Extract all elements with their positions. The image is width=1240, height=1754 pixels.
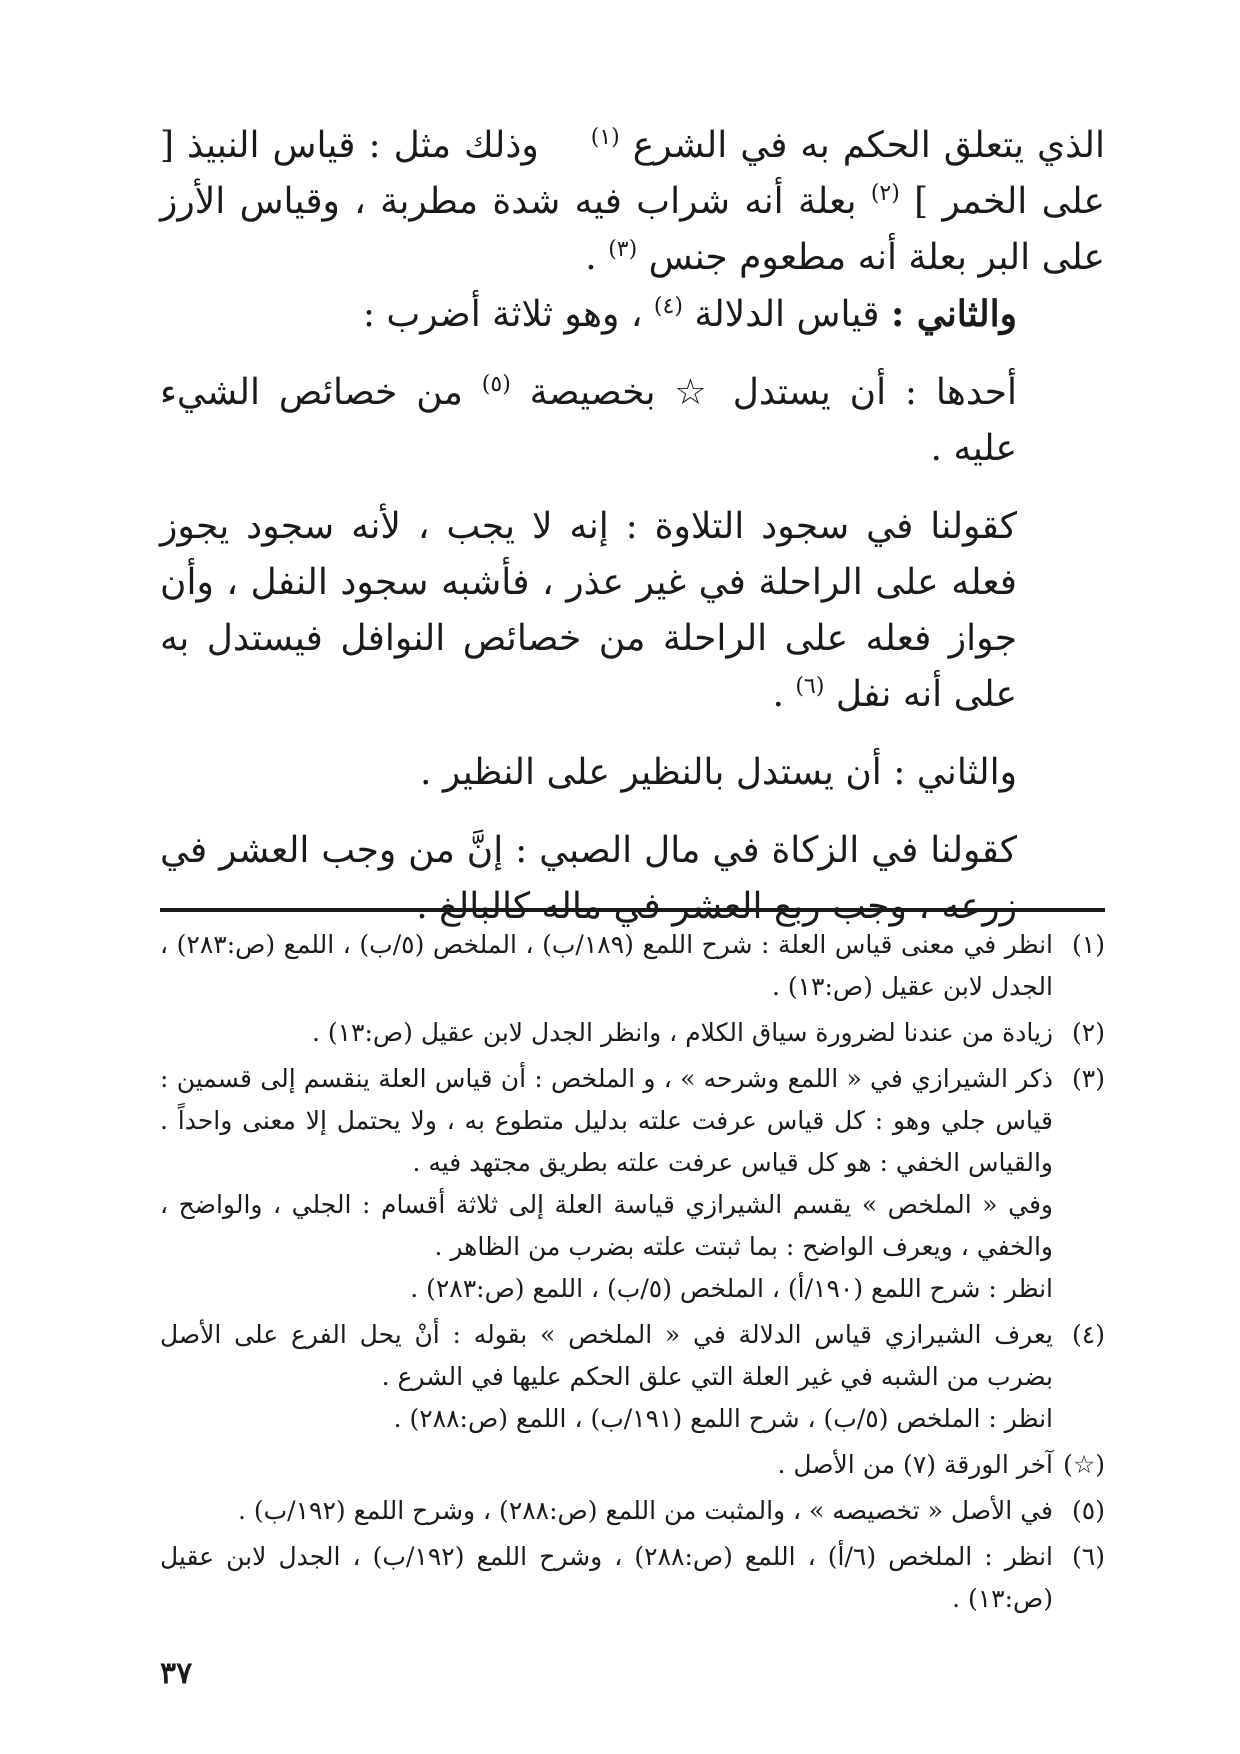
footnote-text: انظر : شرح اللمع (١٩٠/أ) ، الملخص (٥/ب) ، اللمع (ص:٢٨٣) . bbox=[410, 1274, 1053, 1303]
footnote-body bbox=[160, 924, 1053, 1008]
footnote-5 bbox=[160, 1490, 1105, 1532]
paragraph-first-kind bbox=[160, 365, 1105, 477]
footnote-text: انظر : الملخص (٥/ب) ، شرح اللمع (١٩١/ب) ، اللمع (ص:٢٨٨) . bbox=[393, 1404, 1053, 1433]
main-text bbox=[160, 118, 1105, 935]
footnote-text: في الأصل « تخصيصه » ، والمثبت من اللمع (ص:٢٨٨) ، وشرح اللمع (١٩٢/ب) . bbox=[237, 1496, 1053, 1525]
text-run: وذلك مثل : قياس النبيذ [ على الخمر ] bbox=[160, 125, 1105, 222]
footnote-number: (٤) bbox=[1072, 1320, 1105, 1349]
footnote-text: زيادة من عندنا لضرورة سياق الكلام ، وانظر الجدل لابن عقيل (ص:١٣) . bbox=[311, 1018, 1053, 1047]
footnote-text: آخر الورقة (٧) من الأصل . bbox=[777, 1450, 1053, 1479]
text-run: كقولنا في الزكاة في مال الصبي : إنَّ من وجب العشر في زرعه ، وجب ربع العشر في ماله كالبالغ . bbox=[160, 830, 1017, 927]
footnote-3 bbox=[160, 1058, 1105, 1310]
footnote-2 bbox=[160, 1012, 1105, 1054]
footnote-body bbox=[160, 1314, 1053, 1440]
footnote-body bbox=[160, 1058, 1053, 1310]
footnote-body bbox=[160, 1536, 1053, 1620]
footnote-number: (١) bbox=[1072, 930, 1105, 959]
text-run: الذي يتعلق الحكم به في الشرع bbox=[632, 125, 1106, 166]
footnote-ref: (١) bbox=[590, 125, 620, 150]
text-run: قياس الدلالة bbox=[694, 294, 880, 335]
footnote-1 bbox=[160, 924, 1105, 1008]
text-run: بعلة أنه شراب فيه شدة مطربة ، وقياس الأرز على البر بعلة أنه مطعوم جنس bbox=[160, 181, 1105, 278]
footnote-ref: (٤) bbox=[653, 294, 683, 319]
footnote-separator bbox=[160, 908, 1105, 912]
text-run: من خصائص الشيء عليه . bbox=[160, 372, 1017, 469]
footnote-number: (٦) bbox=[1072, 1542, 1105, 1571]
footnote-text: انظر في معنى قياس العلة : شرح اللمع (١٨٩/ب) ، الملخص (٥/ب) ، اللمع (ص:٢٨٣) ، الجدل لابن عقيل (ص:١٣) . bbox=[160, 930, 1053, 1001]
footnote-ref: (٣) bbox=[608, 237, 638, 262]
footnote-text: يعرف الشيرازي قياس الدلالة في « الملخص » بقوله : أنْ يحل الفرع على الأصل بضرب من الشبه في غير العلة التي علق الحكم عليها في الشرع . bbox=[160, 1320, 1053, 1391]
paragraph-analogy-of-cause bbox=[160, 118, 1105, 286]
footnote-body bbox=[160, 1012, 1053, 1054]
text-run: والثاني : أن يستدل بالنظير على النظير . bbox=[420, 752, 1017, 793]
paragraph-example-recitation-prostration bbox=[160, 499, 1105, 723]
paragraph-second-type-heading bbox=[160, 286, 1105, 343]
page-number: ٣٧ bbox=[160, 1656, 193, 1691]
footnote-text: ذكر الشيرازي في « اللمع وشرحه » ، و الملخص : أن قياس العلة ينقسم إلى قسمين : قياس جلي وهو : كل قياس عرفت علته بدليل متطوع به ، ولا يحتمل إلا معنى واحداً . والقياس الخفي : هو كل قياس عرفت علته بطريق مجتهد فيه . bbox=[160, 1064, 1053, 1177]
text-run: . bbox=[585, 237, 597, 278]
footnotes bbox=[160, 924, 1105, 1624]
footnote-ref: (٥) bbox=[481, 372, 511, 397]
paragraph-example-zakat bbox=[160, 823, 1105, 935]
text-run: أحدها : أن يستدل ☆ بخصيصة bbox=[529, 372, 1017, 413]
footnote-text: وفي « الملخص » يقسم الشيرازي قياسة العلة إلى ثلاثة أقسام : الجلي ، والواضح ، والخفي ، ويعرف الواضح : بما ثبتت علته بضرب من الظاهر . bbox=[160, 1190, 1053, 1261]
footnote-number: (٣) bbox=[1072, 1064, 1105, 1093]
text-run: كقولنا في سجود التلاوة : إنه لا يجب ، لأنه سجود يجوز فعله على الراحلة في غير عذر ، فأشبه سجود النفل ، وأن جواز فعله على الراحلة من خصائص النوافل فيستدل به على أنه نفل bbox=[160, 506, 1017, 715]
paragraph-second-kind bbox=[160, 745, 1105, 801]
footnote-text: انظر : الملخص (٦/أ) ، اللمع (ص:٢٨٨) ، وشرح اللمع (١٩٢/ب) ، الجدل لابن عقيل (ص:١٣) . bbox=[160, 1542, 1053, 1613]
footnote-number: (٢) bbox=[1072, 1018, 1105, 1047]
footnote-6 bbox=[160, 1536, 1105, 1620]
footnote-ref: (٢) bbox=[870, 181, 900, 206]
footnote-number: (☆) bbox=[1063, 1450, 1105, 1479]
footnote-number: (٥) bbox=[1072, 1496, 1105, 1525]
text-run: ، وهو ثلاثة أضرب : bbox=[362, 294, 643, 335]
footnote-ref: (٦) bbox=[795, 674, 825, 699]
section-heading: والثاني : bbox=[890, 293, 1017, 335]
footnote-star bbox=[160, 1444, 1105, 1486]
footnote-body bbox=[160, 1444, 1053, 1486]
footnote-4 bbox=[160, 1314, 1105, 1440]
text-run: . bbox=[772, 674, 784, 715]
footnote-body bbox=[160, 1490, 1053, 1532]
